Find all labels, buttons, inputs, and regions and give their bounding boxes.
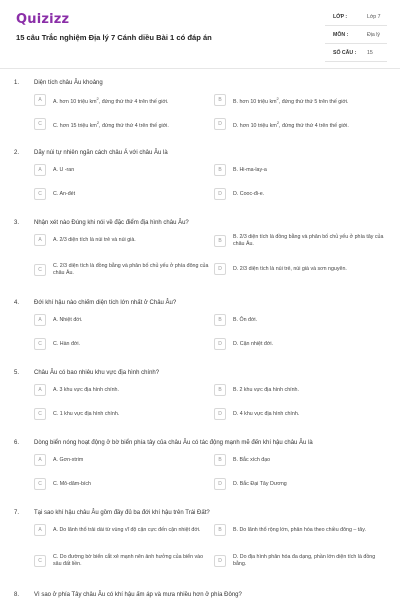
question-number: 5. xyxy=(14,370,20,376)
question-number: 4. xyxy=(14,300,20,306)
option-text-tail: , đứng thứ thứ 4 trên thế giới. xyxy=(279,122,349,129)
option-letter-box: B xyxy=(214,524,226,536)
meta-value: Lớp 7 xyxy=(367,14,381,20)
option-text-main: D. hơn 10 triệu km xyxy=(233,122,277,129)
option-text-main: B. Do lãnh thổ rộng lớn, phân hóa theo chiều đông – tây. xyxy=(233,526,366,533)
option-text-main: B. 2 khu vực địa hình chính. xyxy=(233,386,299,393)
answer-option-c[interactable] xyxy=(34,478,209,490)
option-text xyxy=(53,527,201,534)
option-text xyxy=(53,237,136,244)
option-text-main: C. An-đét xyxy=(53,190,76,197)
option-text-main: D. Cooc-đi-e. xyxy=(233,190,265,197)
answer-option-a[interactable] xyxy=(34,524,209,536)
question-text: Đới khí hậu nào chiếm diện tích lớn nhất ở Châu Âu? xyxy=(34,300,177,306)
option-letter-box: B xyxy=(214,94,226,106)
answer-option-b[interactable] xyxy=(214,524,389,536)
option-letter-box: A xyxy=(34,384,46,396)
worksheet-header xyxy=(0,0,400,68)
header-divider xyxy=(0,68,400,69)
option-text xyxy=(233,167,267,174)
option-text xyxy=(233,527,366,534)
option-text-superscript: 2 xyxy=(276,119,280,125)
meta-question-count xyxy=(325,48,387,62)
meta-label: LỚP : xyxy=(333,14,348,20)
option-letter-box: C xyxy=(34,264,46,276)
option-letter-box: B xyxy=(214,164,226,176)
option-text-main: A. Nhiệt đới. xyxy=(53,316,83,323)
option-letter-box: B xyxy=(214,314,226,326)
option-text xyxy=(233,317,257,324)
page-title: 15 câu Trắc nghiệm Địa lý 7 Cánh diều Bài 1 có đáp án xyxy=(16,33,212,42)
answer-option-d[interactable] xyxy=(214,338,389,350)
meta-label: SỐ CÂU : xyxy=(333,50,357,56)
option-text xyxy=(53,481,91,488)
option-text xyxy=(233,266,347,273)
answer-option-d[interactable] xyxy=(214,118,389,130)
option-letter-box: C xyxy=(34,478,46,490)
question-number: 3. xyxy=(14,220,20,226)
answer-option-a[interactable] xyxy=(34,234,209,246)
option-text-main: C. Mô-dăm-bích xyxy=(53,480,91,487)
option-text-main: A. hơn 10 triệu km xyxy=(53,98,97,105)
meta-subject xyxy=(325,30,387,44)
quizizz-logo: Quizizz xyxy=(16,12,70,27)
option-text-main: D. Cận nhiệt đới. xyxy=(233,340,273,347)
option-text xyxy=(53,341,80,348)
option-text xyxy=(233,191,264,198)
answer-option-a[interactable] xyxy=(34,94,209,106)
answer-option-b[interactable] xyxy=(214,234,389,248)
option-text xyxy=(233,481,287,488)
question-number: 7. xyxy=(14,510,20,516)
question-number: 8. xyxy=(14,592,20,598)
answer-option-c[interactable] xyxy=(34,188,209,200)
option-letter-box: D xyxy=(214,188,226,200)
question-text: Diện tích châu Âu khoảng xyxy=(34,80,103,86)
answer-option-a[interactable] xyxy=(34,384,209,396)
option-text-superscript: 2 xyxy=(276,95,279,101)
answer-option-b[interactable] xyxy=(214,314,389,326)
option-text-main: D. Do địa hình phân hóa đa dạng, phần lớn diện tích là đồng bằng. xyxy=(233,554,376,567)
option-text xyxy=(53,167,74,174)
option-letter-box: C xyxy=(34,338,46,350)
option-text xyxy=(53,317,82,324)
option-text-main: B. hơn 10 triệu km xyxy=(233,98,277,105)
answer-option-c[interactable] xyxy=(34,118,209,130)
option-text-main: A. Gơn-xtrim xyxy=(53,456,84,463)
option-letter-box: D xyxy=(214,478,226,490)
answer-option-d[interactable] xyxy=(214,263,389,275)
answer-option-a[interactable] xyxy=(34,314,209,326)
answer-option-c[interactable] xyxy=(34,338,209,350)
option-text-tail: , đứng thứ thứ 4 trên thế giới. xyxy=(98,98,169,105)
option-text-tail: , đứng thứ thứ 4 trên thế giới. xyxy=(99,122,169,129)
option-text-main: B. Bắc xích đạo xyxy=(233,456,271,463)
answer-option-d[interactable] xyxy=(214,188,389,200)
option-text xyxy=(233,119,349,130)
option-text xyxy=(233,387,299,394)
option-letter-box: A xyxy=(34,314,46,326)
answer-option-d[interactable] xyxy=(214,408,389,420)
option-text xyxy=(233,95,349,106)
option-letter-box: B xyxy=(214,384,226,396)
option-letter-box: C xyxy=(34,555,46,567)
answer-option-b[interactable] xyxy=(214,384,389,396)
option-text-main: B. Ôn đới. xyxy=(233,316,258,323)
answer-option-c[interactable] xyxy=(34,408,209,420)
option-text-main: D. 2/3 diện tích là núi trẻ, núi già và sơn nguyên. xyxy=(233,265,347,272)
question-number: 1. xyxy=(14,80,20,86)
option-letter-box: A xyxy=(34,94,46,106)
option-text-main: A. Do lãnh thổ trải dài từ vùng vĩ độ cận cực đến cận nhiệt đới. xyxy=(53,526,201,533)
question-text: Dãy núi tự nhiên ngăn cách châu Á với châu Âu là xyxy=(34,150,168,156)
option-letter-box: A xyxy=(34,164,46,176)
answer-option-b[interactable] xyxy=(214,164,389,176)
option-letter-box: C xyxy=(34,408,46,420)
option-text-tail: , đứng thứ thứ 5 trên thế giới. xyxy=(278,98,349,105)
meta-class xyxy=(325,12,387,26)
question-number: 2. xyxy=(14,150,20,156)
option-text-main: C. 1 khu vực địa hình chính. xyxy=(53,410,120,417)
option-letter-box: C xyxy=(34,118,46,130)
question-number: 6. xyxy=(14,440,20,446)
option-text xyxy=(53,387,119,394)
option-letter-box: D xyxy=(214,408,226,420)
option-letter-box: A xyxy=(34,524,46,536)
question-text: Nhận xét nào Đúng khi nói về đặc điểm địa hình châu Âu? xyxy=(34,220,189,226)
meta-value: Địa lý xyxy=(367,32,380,38)
option-letter-box: B xyxy=(214,454,226,466)
option-text-main: D. 4 khu vực địa hình chính. xyxy=(233,410,300,417)
option-letter-box: C xyxy=(34,188,46,200)
option-text xyxy=(53,191,75,198)
option-text-main: A. U -ran xyxy=(53,166,75,173)
option-text-main: B. Hi-ma-lay-a xyxy=(233,166,267,173)
option-text xyxy=(233,457,270,464)
option-text xyxy=(233,411,299,418)
option-text xyxy=(233,234,389,248)
option-text xyxy=(53,411,119,418)
option-text xyxy=(53,95,169,106)
answer-option-d[interactable] xyxy=(214,478,389,490)
option-text xyxy=(233,341,273,348)
answer-option-d[interactable] xyxy=(214,554,389,568)
option-letter-box: D xyxy=(214,555,226,567)
option-text-main: A. 3 khu vực địa hình chính. xyxy=(53,386,119,393)
answer-option-a[interactable] xyxy=(34,164,209,176)
option-letter-box: D xyxy=(214,118,226,130)
answer-option-b[interactable] xyxy=(214,94,389,106)
option-text xyxy=(233,554,389,568)
answer-option-c[interactable] xyxy=(34,554,209,568)
option-text xyxy=(53,119,169,130)
option-text xyxy=(53,263,209,277)
option-text xyxy=(53,457,83,464)
option-text-main: C. hơn 15 triệu km xyxy=(53,122,97,129)
option-text-main: D. Bắc Đại Tây Dương xyxy=(233,480,287,487)
option-text xyxy=(53,554,209,568)
option-text-main: C. Hàn đới. xyxy=(53,340,81,347)
option-text-main: C. 2/3 diện tích là đồng bằng và phân bố chủ yếu ở phía đông của châu Âu. xyxy=(53,263,209,276)
option-letter-box: A xyxy=(34,234,46,246)
answer-option-b[interactable] xyxy=(214,454,389,466)
question-text: Tại sao khí hậu châu Âu gồm đầy đủ ba đới khí hậu trên Trái Đất? xyxy=(34,510,210,516)
option-text-main: A. 2/3 diện tích là núi trẻ và núi già. xyxy=(53,236,136,243)
option-text-superscript: 2 xyxy=(96,95,99,101)
meta-value: 15 xyxy=(367,50,373,56)
option-letter-box: D xyxy=(214,338,226,350)
question-text: Dòng biển nóng hoạt động ở bờ biển phía tây của châu Âu có tác động mạnh mẽ đến khí hậu châu Âu là xyxy=(34,440,313,446)
worksheet-meta xyxy=(325,12,387,66)
meta-label: MÔN : xyxy=(333,32,349,38)
option-text-main: C. Do đường bờ biển cắt xẻ mạnh nên ảnh hưởng của biển vào sâu đất liền. xyxy=(53,554,204,567)
option-letter-box: B xyxy=(214,235,226,247)
option-letter-box: A xyxy=(34,454,46,466)
option-letter-box: D xyxy=(214,263,226,275)
answer-option-c[interactable] xyxy=(34,263,209,277)
question-text: Vì sao ở phía Tây châu Âu có khí hậu ấm áp và mưa nhiều hơn ở phía Đông? xyxy=(34,592,242,598)
answer-option-a[interactable] xyxy=(34,454,209,466)
option-text-superscript: 2 xyxy=(96,119,100,125)
question-text: Châu Âu có bao nhiêu khu vực địa hình chính? xyxy=(34,370,160,376)
option-text-main: B. 2/3 diện tích là đồng bằng và phân bố chủ yếu ở phía tây của châu Âu. xyxy=(233,234,384,247)
